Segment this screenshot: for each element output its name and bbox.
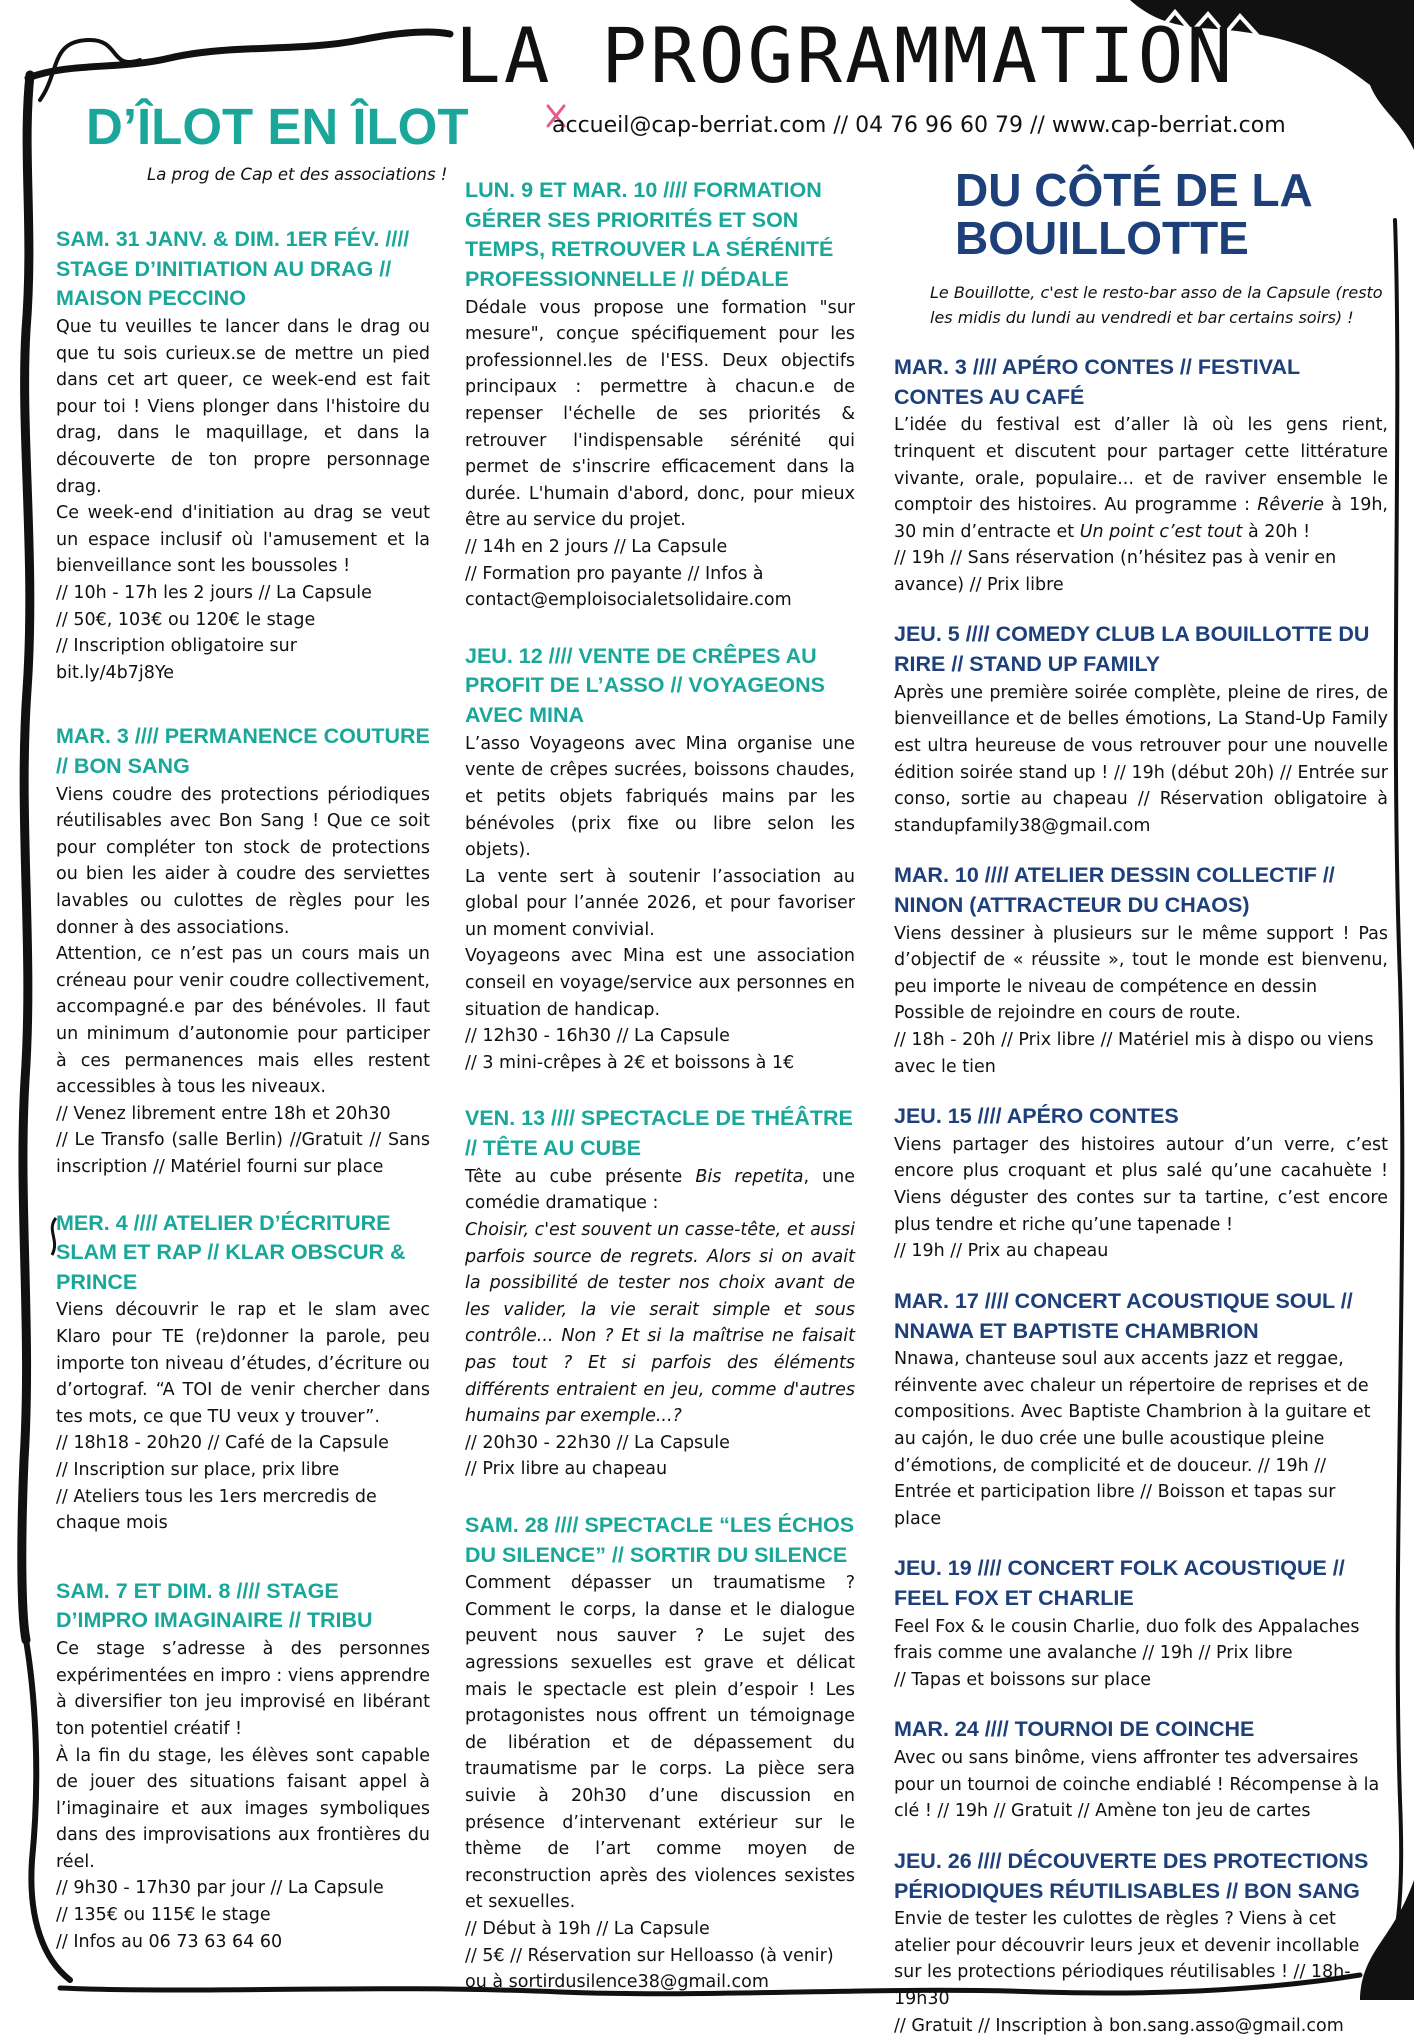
event-title: MAR. 3 //// PERMANENCE COUTURE // BON SANG (56, 724, 430, 778)
event-text: Comment dépasser un traumatisme ? Comment le corps, la danse et le dialogue peuvent nous sauver ? Le sujet des agressions sexuelles est grave et délicat mais le spectacle est plein d’espoir ! Les protagonistes nous offrent un témoignage de libération et de dépassement du traumatisme par le corps. La pièce sera suivie à 20h30 d’une discussion en présence d’intervenant extérieur sur le thème de l’art comme moyen de reconstruction après des violences sexistes et sexuelles. (465, 1573, 855, 1913)
event-text: Viens dessiner à plusieurs sur le même support ! Pas d’objectif de « réussite », tout le monde est bienvenu, peu importe le niveau de compétence en dessin (894, 923, 1388, 997)
event-text: Viens partager des histoires autour d’un verre, c’est encore plus croquant et plus salé qu’une cacahuète ! Viens déguster des contes sur ta tartine, c’est encore plus tendre et riche qu’une tapenade ! (894, 1134, 1388, 1235)
text-part: à 19h, 30 min d’entracte et (894, 495, 1388, 542)
event-body (56, 314, 430, 686)
text-part: L’idée du festival est d’aller là où les gens rient, trinquent et discutent pour partager cette littérature vivante, orale, populaire... et de raviver ensemble le comptoir des histoires. Au programme : (894, 415, 1388, 516)
event-info: // 14h en 2 jours // La Capsule (465, 536, 728, 557)
right-section-title (955, 166, 1375, 263)
event-text: Nnawa, chanteuse soul aux accents jazz et reggae, réinvente avec chaleur un répertoire de reprises et de compositions. Avec Baptiste Chambrion à la guitare et au cajón, le duo crée une bulle acoustique pleine d’émotions, de complicité et de douceur. // 19h // Entrée et participation libre // Boisson et tapas sur place (894, 1349, 1371, 1529)
event-info: // Début à 19h // La Capsule (465, 1918, 710, 1939)
quote-text: Choisir, c'est souvent un casse-tête, et aussi parfois source de regrets. Alors si on avait la possibilité de tester nos choix avant de les valider, la vie serait simple et sous contrôle... Non ? Et si la maîtrise ne faisait pas tout ? Et si parfois des éléments différents entraient en jeu, comme d'autres humains par exemple...? (465, 1219, 855, 1427)
event-body (894, 412, 1388, 598)
event-text: Viens coudre des protections périodiques réutilisables avec Bon Sang ! Que ce soit pour compléter ton stock de protections ou bien les aider à coudre des serviettes lavables ou culottes de règles pour les donner à des associations. (56, 784, 430, 938)
event-title: JEU. 12 //// VENTE DE CRÊPES AU PROFIT DE L’ASSO // VOYAGEONS AVEC MINA (465, 643, 825, 728)
show-title: Un point c’est tout (1079, 521, 1243, 542)
event-info: // Ateliers tous les 1ers mercredis de chaque mois (56, 1486, 377, 1534)
event-info: // Prix libre au chapeau (465, 1459, 668, 1480)
event-text: Possible de rejoindre en cours de route. (894, 1003, 1241, 1024)
event-text: Après une première soirée complète, pleine de rires, de bienveillance et de belles émotions, La Stand-Up Family est ultra heureuse de vous retrouver pour une nouvelle édition soirée stand up ! // 19h (début 20h) // Entrée sur conso, sortie au chapeau // Réservation obligatoire à standupfamily38@gmail.com (894, 682, 1388, 836)
event-info: // 19h // Prix au chapeau (894, 1241, 1109, 1262)
event-coinche (894, 1715, 1388, 1824)
event-theatre (465, 1104, 855, 1482)
event-body (894, 1614, 1388, 1694)
event-title: VEN. 13 //// SPECTACLE DE THÉÂTRE // TÊTE AU CUBE (465, 1106, 853, 1161)
event-drag (56, 225, 430, 686)
event-text: À la fin du stage, les élèves sont capable de jouer des situations faisant appel à l’imaginaire et aux images symboliques dans des improvisations aux frontières du réel. (56, 1745, 430, 1872)
event-info: // 50€, 103€ ou 120€ le stage (56, 609, 316, 630)
event-body (56, 782, 430, 1181)
event-info: // Inscription obligatoire sur (56, 636, 297, 657)
left-section-subtitle: La prog de Cap et des associations ! (147, 165, 448, 184)
event-info: // 3 mini-crêpes à 2€ et boissons à 1€ (465, 1052, 795, 1073)
event-title: SAM. 7 ET DIM. 8 //// STAGE D’IMPRO IMAGINAIRE // TRIBU (56, 1578, 373, 1633)
intro-text-end: , une comédie dramatique : (465, 1166, 855, 1214)
event-impro (56, 1577, 430, 1955)
event-info: // 20h30 - 22h30 // La Capsule (465, 1432, 730, 1453)
event-slam (56, 1209, 430, 1537)
event-body (465, 1570, 855, 1996)
event-info: // 135€ ou 115€ le stage (56, 1905, 271, 1926)
event-comedy-club (894, 620, 1388, 839)
event-text: Que tu veuilles te lancer dans le drag ou que tu sois curieux.se de mettre un pied dans cet art queer, ce week-end est fait pour toi ! Viens plonger dans l'histoire du drag, dans le maquillage, et dans la découverte de ton propre personnage drag. (56, 316, 430, 497)
page-title: LA PROGRAMMATION (455, 11, 1236, 100)
event-title: MAR. 17 //// CONCERT ACOUSTIQUE SOUL // NNAWA ET BAPTISTE CHAMBRION (894, 1288, 1353, 1343)
event-info: // Le Transfo (salle Berlin) //Gratuit // Sans inscription // Matériel fourni sur place (56, 1130, 430, 1177)
right-title-line-1: DU CÔTÉ DE LA (955, 164, 1313, 216)
event-dessin (894, 861, 1388, 1080)
event-quote (465, 1217, 855, 1430)
event-text: L’asso Voyageons avec Mina organise une vente de crêpes sucrées, boissons chaudes, et petits objets fabriqués mains par les bénévoles (prix fixe ou libre selon les objets). (465, 733, 855, 861)
event-title: LUN. 9 ET MAR. 10 //// FORMATION GÉRER SES PRIORITÉS ET SON TEMPS, RETROUVER LA SÉRÉNITÉ PROFESSIONNELLE // DÉDALE (465, 178, 834, 291)
event-intro (465, 1164, 855, 1217)
event-apero-contes (894, 1102, 1388, 1265)
event-text: Envie de tester les culottes de règles ? Viens à cet atelier pour découvrir leurs jeux et devenir incollable sur les protections périodiques réutilisables ! // 18h-19h30 (894, 1909, 1360, 2009)
event-title: MAR. 3 //// APÉRO CONTES // FESTIVAL CONTES AU CAFÉ (894, 355, 1300, 409)
right-title-line-2: BOUILLOTTE (955, 212, 1249, 265)
event-body (894, 680, 1388, 840)
event-text: Ce stage s’adresse à des personnes expérimentées en impro : viens apprendre à diversifier ton jeu improvisé en libérant ton potentiel créatif ! (56, 1639, 430, 1739)
event-title: MAR. 10 //// ATELIER DESSIN COLLECTIF // NINON (ATTRACTEUR DU CHAOS) (894, 863, 1335, 917)
event-title: SAM. 31 JANV. & DIM. 1ER FÉV. //// STAGE D’INITIATION AU DRAG // MAISON PECCINO (56, 227, 410, 311)
event-concert-folk (894, 1554, 1388, 1693)
event-text: Attention, ce n’est pas un cours mais un créneau pour venir coudre collectivement, accompagné.e par des bénévoles. Il faut un minimum d’autonomie pour participer à ces permanences mais elles restent accessibles à tous les niveaux. (56, 944, 430, 1098)
event-text: Viens découvrir le rap et le slam avec Klaro pour TE (re)donner la parole, peu importe ton niveau d’études, d’écriture ou d’ortograf. “A TOI de venir chercher dans tes mots, ce que TU veux y trouver”. (56, 1300, 430, 1427)
event-text: Voyageons avec Mina est une association conseil en voyage/service aux personnes en situation de handicap. (465, 946, 855, 1020)
event-title: JEU. 15 //// APÉRO CONTES (894, 1104, 1179, 1129)
event-title: SAM. 28 //// SPECTACLE “LES ÉCHOS DU SILENCE” // SORTIR DU SILENCE (465, 1512, 855, 1567)
event-text: La vente sert à soutenir l’association au global pour l’année 2026, et pour favoriser un moment convivial. (465, 866, 855, 940)
event-info: // Formation pro payante // Infos à contact@emploisocialetsolidaire.com (465, 563, 792, 611)
column-right (894, 353, 1388, 2039)
event-crepes (465, 642, 855, 1077)
event-title: MER. 4 //// ATELIER D’ÉCRITURE SLAM ET RAP // KLAR OBSCUR & PRINCE (56, 1210, 406, 1294)
left-section-title: D’ÎLOT EN ÎLOT (86, 98, 469, 155)
event-info: // 12h30 - 16h30 // La Capsule (465, 1026, 730, 1047)
contact-line: accueil@cap-berriat.com // 04 76 96 60 79 // www.cap-berriat.com (552, 113, 1286, 138)
event-body (894, 921, 1388, 1081)
event-info: // Infos au 06 73 63 64 60 (56, 1931, 283, 1952)
event-body (894, 1745, 1388, 1825)
show-title: Rêverie (1257, 495, 1325, 516)
event-title: MAR. 24 //// TOURNOI DE COINCHE (894, 1717, 1255, 1742)
event-body (894, 1132, 1388, 1265)
event-info: // 5€ // Réservation sur Helloasso (à venir) ou à sortirdusilence38@gmail.com (465, 1945, 834, 1993)
event-info: // 10h - 17h les 2 jours // La Capsule (56, 582, 372, 603)
event-text: Avec ou sans binôme, viens affronter tes adversaires pour un tournoi de coinche endiablé ! Récompense à la clé ! // 19h // Gratuit // Amène ton jeu de cartes (894, 1748, 1380, 1822)
event-title: JEU. 19 //// CONCERT FOLK ACOUSTIQUE // FEEL FOX ET CHARLIE (894, 1556, 1345, 1610)
right-section-subtitle: Le Bouillotte, c'est le resto-bar asso de la Capsule (resto les midis du lundi au vendredi et bar certains soirs) ! (930, 283, 1383, 327)
event-concert-soul (894, 1287, 1388, 1532)
event-info: // 18h - 20h // Prix libre // Matériel mis à dispo ou viens avec le tien (894, 1030, 1374, 1077)
play-title: Bis repetita (695, 1166, 804, 1187)
event-echos (465, 1511, 855, 1996)
event-body (465, 1164, 855, 1483)
event-apero-contes-festival (894, 353, 1388, 598)
event-text: Ce week-end d'initiation au drag se veut un espace inclusif où l'amusement et la bienveillance sont les boussoles ! (56, 503, 430, 577)
event-protections (894, 1847, 1388, 2039)
event-info: // Inscription sur place, prix libre (56, 1460, 340, 1481)
intro-text: Tête au cube présente (465, 1166, 696, 1187)
column-left (56, 225, 430, 1955)
event-body (465, 295, 855, 614)
event-body (894, 1346, 1388, 1532)
event-link[interactable]: bit.ly/4b7j8Ye (56, 662, 175, 683)
event-title: JEU. 26 //// DÉCOUVERTE DES PROTECTIONS PÉRIODIQUES RÉUTILISABLES // BON SANG (894, 1848, 1369, 1903)
event-text: Feel Fox & le cousin Charlie, duo folk des Appalaches frais comme une avalanche // 19h // Prix libre (894, 1616, 1360, 1664)
event-info: // Tapas et boissons sur place (894, 1669, 1152, 1690)
event-text (894, 412, 1388, 545)
event-body (465, 731, 855, 1077)
event-text: Dédale vous propose une formation "sur mesure", conçue spécifiquement pour les professionnel.les de l'ESS. Deux objectifs principaux : permettre à chacun.e de repenser l'échelle de ses priorités & retrouver l'indispensable sérénité qui permet de s'inscrire efficacement dans la durée. L'humain d'abord, donc, pour mieux être au service du projet. (465, 297, 855, 531)
event-info: // Venez librement entre 18h et 20h30 (56, 1103, 391, 1124)
text-part: à 20h ! (1242, 521, 1311, 542)
event-body (56, 1636, 430, 1955)
event-info: // 9h30 - 17h30 par jour // La Capsule (56, 1878, 384, 1899)
event-body (56, 1297, 430, 1536)
event-info: // Gratuit // Inscription à bon.sang.asso@gmail.com (894, 2015, 1344, 2036)
event-body (894, 1906, 1388, 2039)
left-brush-stroke (22, 75, 30, 1640)
event-dedale (465, 176, 855, 614)
column-middle (465, 176, 855, 1996)
event-info: // 19h // Sans réservation (n’hésitez pas à venir en avance) // Prix libre (894, 548, 1337, 595)
event-title: JEU. 5 //// COMEDY CLUB LA BOUILLOTTE DU RIRE // STAND UP FAMILY (894, 622, 1370, 677)
event-info: // 18h18 - 20h20 // Café de la Capsule (56, 1433, 389, 1454)
event-couture (56, 722, 430, 1180)
